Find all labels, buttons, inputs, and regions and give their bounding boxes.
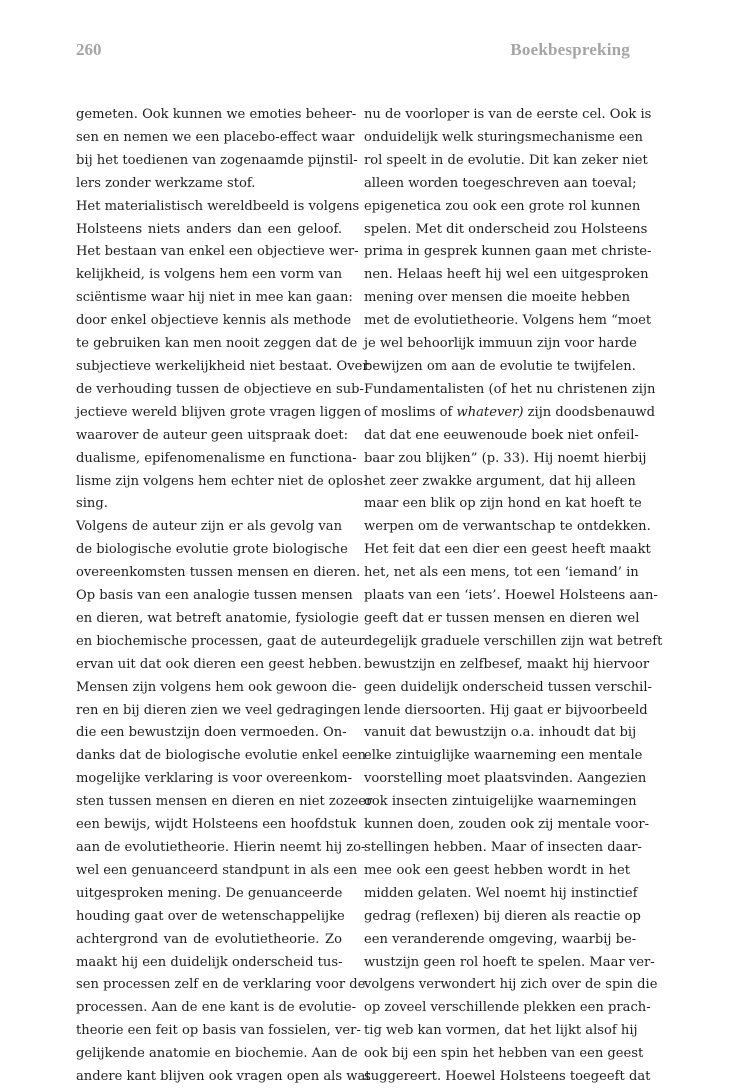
text-line: te gebruiken kan men nooit zeggen dat de — [76, 336, 358, 352]
text-line: onduidelijk welk sturingsmechanisme een — [364, 129, 643, 145]
text-line: suggereert. Hoewel Holsteens toegeeft dat — [364, 1069, 651, 1085]
text-line: Volgens de auteur zijn er als gevolg van — [76, 519, 342, 535]
text-line: prima in gesprek kunnen gaan met christe- — [364, 244, 652, 260]
text-line: elke zintuiglijke waarneming een mentale — [364, 748, 643, 764]
text-line: en biochemische processen, gaat de auteur — [76, 633, 365, 649]
text-line: bewijzen om aan de evolutie te twijfelen. — [364, 358, 636, 374]
text-line: danks dat de biologische evolutie enkel een — [76, 748, 366, 764]
italic-term: whatever) — [456, 404, 524, 420]
text-line: lende diersoorten. Hij gaat er bijvoorbeeld — [364, 702, 648, 718]
text-line: uitgesproken mening. De genuanceerde — [76, 885, 343, 901]
text-line: mening over mensen die moeite hebben — [364, 290, 630, 306]
text-line: met de evolutietheorie. Volgens hem “moet — [364, 313, 652, 329]
text-line: lers zonder werkzame stof. — [76, 175, 256, 191]
text-line: kunnen doen, zouden ook zij mentale voor- — [364, 817, 650, 833]
text-line: houding gaat over de wetenschappelijke — [76, 908, 345, 924]
text-line: Mensen zijn volgens hem ook gewoon die- — [76, 679, 357, 695]
text-line: door enkel objectieve kennis als methode — [76, 313, 352, 329]
text-line: Holsteens niets anders dan een geloof. — [76, 221, 342, 237]
text-line: ren en bij dieren zien we veel gedragingen — [76, 702, 361, 718]
text-line: alleen worden toegeschreven aan toeval; — [364, 175, 637, 191]
text-line: sen en nemen we een placebo-effect waar — [76, 129, 355, 145]
text-line: volgens verwondert hij zich over de spin die — [364, 977, 658, 993]
text-line: sen processen zelf en de verklaring voor de — [76, 977, 366, 993]
running-title: Boekbespreking — [510, 40, 630, 59]
text-line: theorie een feit op basis van fossielen, ver- — [76, 1023, 361, 1039]
text-line: voorstelling moet plaatsvinden. Aangezien — [364, 771, 647, 787]
text-line: plaats van een ‘iets’. Hoewel Holsteens aan- — [364, 588, 658, 604]
text-line: wel een genuanceerd standpunt in als een — [76, 862, 358, 878]
text-line: subjectieve werkelijkheid niet bestaat. Over — [76, 358, 369, 374]
text-line: lisme zijn volgens hem echter niet de oplos- — [76, 473, 368, 489]
running-header — [76, 40, 630, 62]
text-line: bij het toedienen van zogenaamde pijnstil- — [76, 152, 358, 168]
text-line: andere kant blijven ook vragen open als wat — [76, 1069, 371, 1085]
text-line: Het bestaan van enkel een objectieve wer- — [76, 244, 359, 260]
text-line: sing. — [76, 496, 108, 512]
text-line: maakt hij een duidelijk onderscheid tus- — [76, 954, 343, 970]
text-line: tig web kan vormen, dat het lijkt alsof hij — [364, 1023, 638, 1039]
text-line: ervan uit dat ook dieren een geest hebben. — [76, 656, 362, 672]
text-line: epigenetica zou ook een grote rol kunnen — [364, 198, 641, 214]
text-line: geen duidelijk onderscheid tussen verschil- — [364, 679, 652, 695]
text-line: processen. Aan de ene kant is de evolutie- — [76, 1000, 357, 1016]
left-text-column — [76, 104, 373, 1089]
text-line: vanuit dat bewustzijn o.a. inhoudt dat bij — [364, 725, 637, 741]
text-line: mee ook een geest hebben wordt in het — [364, 862, 630, 878]
page-number: 260 — [76, 40, 102, 59]
text-line: maar een blik op zijn hond en kat hoeft te — [364, 496, 642, 512]
text-line: degelijk graduele verschillen zijn wat betreft — [364, 633, 663, 649]
text-line: jectieve wereld blijven grote vragen liggen — [76, 404, 362, 420]
text-line: bewustzijn en zelfbesef, maakt hij hiervoor — [364, 656, 650, 672]
text-line: wustzijn geen rol hoeft te spelen. Maar ver- — [364, 954, 655, 970]
text-line: dualisme, epifenomenalisme en functiona- — [76, 450, 357, 466]
text-line: sten tussen mensen en dieren en niet zozeer — [76, 794, 373, 810]
text-line: mogelijke verklaring is voor overeenkom- — [76, 771, 352, 787]
text-line: het zeer zwakke argument, dat hij alleen — [364, 473, 636, 489]
text-line: midden gelaten. Wel noemt hij instinctief — [364, 885, 638, 901]
text-line: een bewijs, wijdt Holsteens een hoofdstuk — [76, 817, 357, 833]
text-line: nen. Helaas heeft hij wel een uitgesproken — [364, 267, 649, 283]
text-line: kelijkheid, is volgens hem een vorm van — [76, 267, 342, 283]
text-line: overeenkomsten tussen mensen en dieren. — [76, 565, 361, 581]
text-line: geeft dat er tussen mensen en dieren wel — [364, 610, 640, 626]
text-line: ook bij een spin het hebben van een geest — [364, 1046, 644, 1062]
text-line: aan de evolutietheorie. Hierin neemt hij zo- — [76, 840, 366, 855]
text-segment: zijn doodsbenauwd — [523, 404, 656, 420]
text-line: spelen. Met dit onderscheid zou Holsteens — [364, 221, 648, 237]
text-line: en dieren, wat betreft anatomie, fysiologie — [76, 610, 359, 626]
text-line: Het feit dat een dier een geest heeft maakt — [364, 542, 651, 558]
text-line: gemeten. Ook kunnen we emoties beheer- — [76, 107, 357, 122]
text-line: baar zou blijken” (p. 33). Hij noemt hierbij — [364, 450, 647, 466]
text-line: stellingen hebben. Maar of insecten daar- — [364, 840, 642, 855]
text-line: gedrag (reflexen) bij dieren als reactie op — [364, 908, 641, 924]
right-text-column — [364, 104, 663, 1089]
text-line: de verhouding tussen de objectieve en sub- — [76, 381, 364, 397]
text-line: de biologische evolutie grote biologische — [76, 542, 348, 558]
text-line: ook insecten zintuigelijke waarnemingen — [364, 794, 637, 810]
text-line: die een bewustzijn doen vermoeden. On- — [76, 725, 347, 741]
text-line: dat dat ene eeuwenoude boek niet onfeil- — [364, 427, 639, 443]
text-line: Op basis van een analogie tussen mensen — [76, 588, 353, 604]
text-line: gelijkende anatomie en biochemie. Aan de — [76, 1046, 358, 1062]
text-line — [364, 402, 656, 425]
text-line: het, net als een mens, tot een ‘iemand’ in — [364, 565, 639, 581]
text-line: waarover de auteur geen uitspraak doet: — [76, 427, 349, 443]
text-line: een veranderende omgeving, waarbij be- — [364, 931, 637, 947]
text-line: sciëntisme waar hij niet in mee kan gaan: — [76, 290, 353, 306]
text-line: op zoveel verschillende plekken een prach- — [364, 1000, 651, 1016]
text-line: je wel behoorlijk immuun zijn voor harde — [364, 336, 637, 352]
text-line: werpen om de verwantschap te ontdekken. — [364, 519, 651, 535]
text-segment: of moslims of — [364, 404, 457, 420]
text-line: rol speelt in de evolutie. Dit kan zeker niet — [364, 152, 648, 168]
text-line: Het materialistisch wereldbeeld is volgens — [76, 198, 360, 214]
text-line: nu de voorloper is van de eerste cel. Ook is — [364, 107, 652, 122]
text-line: achtergrond van de evolutietheorie. Zo — [76, 931, 342, 947]
text-line: Fundamentalisten (of het nu christenen zijn — [364, 381, 656, 397]
